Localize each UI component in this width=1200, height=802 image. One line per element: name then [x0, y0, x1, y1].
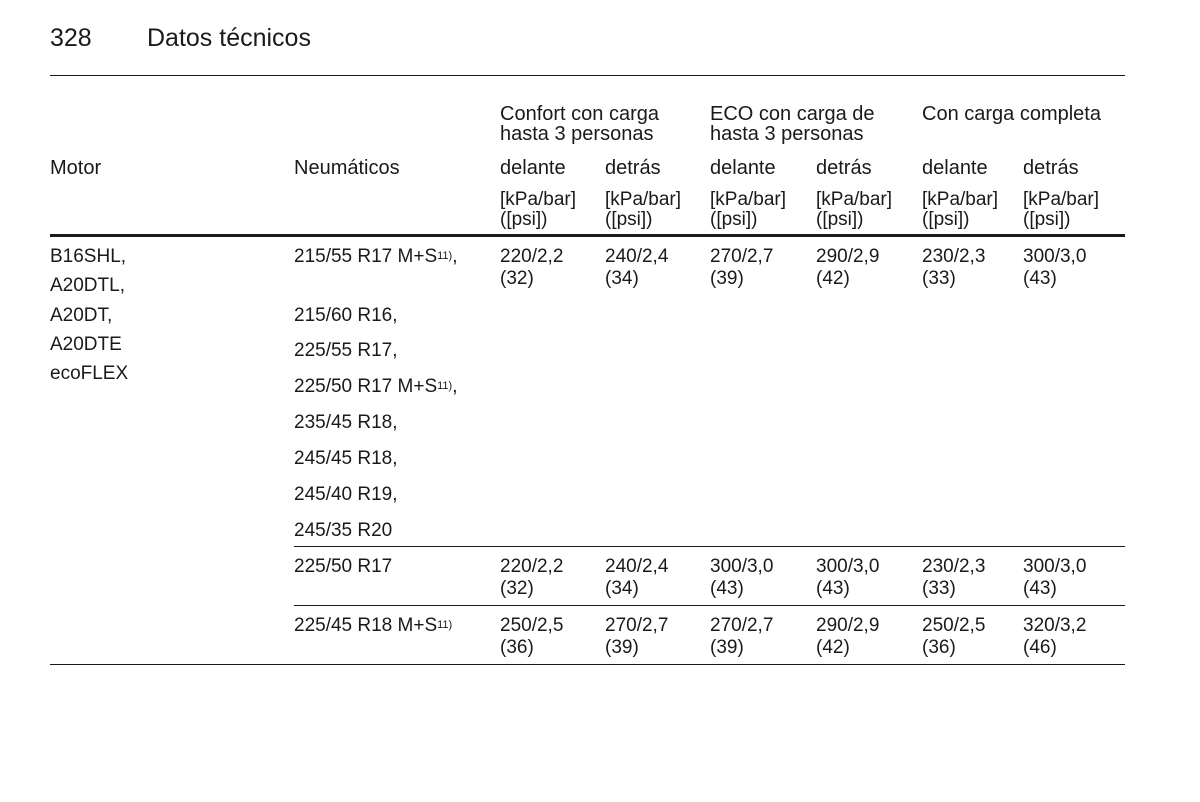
- tyre-size: 245/45 R18,: [294, 448, 398, 469]
- tyre-size: 245/40 R19,: [294, 484, 398, 505]
- pressure-value: 270/2,7 (39): [605, 615, 669, 658]
- row-divider: [294, 605, 1125, 606]
- column-header-front: delante: [922, 157, 988, 179]
- pressure-value: 230/2,3 (33): [922, 246, 986, 289]
- pressure-value: 250/2,5 (36): [500, 615, 564, 658]
- motor-line: A20DT,: [50, 305, 113, 326]
- pressure-value: 300/3,0 (43): [1023, 556, 1087, 599]
- page-title: Datos técnicos: [147, 24, 311, 52]
- column-header-motor: Motor: [50, 157, 102, 179]
- pressure-value: 270/2,7 (39): [710, 615, 774, 658]
- column-header-rear: detrás: [1023, 157, 1079, 179]
- unit-label: [kPa/bar] ([psi]): [1023, 189, 1100, 230]
- group-title-confort: Confort con carga hasta 3 personas: [500, 103, 659, 145]
- pressure-value: 300/3,0 (43): [710, 556, 774, 599]
- group-title-full-load: Con carga completa: [922, 103, 1101, 125]
- pressure-value: 270/2,7 (39): [710, 246, 774, 289]
- motor-line: ecoFLEX: [50, 363, 129, 384]
- unit-label: [kPa/bar] ([psi]): [710, 189, 787, 230]
- motor-line: B16SHL,: [50, 246, 127, 267]
- tyre-size: 235/45 R18,: [294, 412, 398, 433]
- unit-label: [kPa/bar] ([psi]): [500, 189, 577, 230]
- pressure-value: 300/3,0 (43): [1023, 246, 1087, 289]
- table-header-rule: [50, 234, 1125, 237]
- pressure-value: 220/2,2 (32): [500, 556, 564, 599]
- pressure-value: 240/2,4 (34): [605, 246, 669, 289]
- motor-line: A20DTL,: [50, 275, 125, 296]
- column-header-front: delante: [710, 157, 776, 179]
- pressure-value: 220/2,2 (32): [500, 246, 564, 289]
- column-header-rear: detrás: [605, 157, 661, 179]
- row-divider: [294, 546, 1125, 547]
- column-header-front: delante: [500, 157, 566, 179]
- header-rule: [50, 75, 1125, 76]
- unit-label: [kPa/bar] ([psi]): [922, 189, 999, 230]
- tyre-size: 225/45 R18 $M+S^{11)}$: [294, 615, 453, 636]
- group-title-eco: ECO con carga de hasta 3 personas: [710, 103, 875, 145]
- pressure-value: 320/3,2 (46): [1023, 615, 1087, 658]
- tyre-size: 225/50 R17 $M+S^{11)}$,: [294, 376, 458, 397]
- footnote-ref: 11): [437, 619, 453, 631]
- pressure-value: 230/2,3 (33): [922, 556, 986, 599]
- footnote-ref: 11): [437, 250, 453, 262]
- pressure-value: 300/3,0 (43): [816, 556, 880, 599]
- tyre-size: 215/60 R16,: [294, 305, 398, 326]
- pressure-value: 240/2,4 (34): [605, 556, 669, 599]
- pressure-value: 290/2,9 (42): [816, 615, 880, 658]
- tyre-size: 245/35 R20: [294, 520, 393, 541]
- footnote-ref: 11): [437, 380, 453, 392]
- unit-label: [kPa/bar] ([psi]): [605, 189, 682, 230]
- tyre-size: 225/55 R17,: [294, 340, 398, 361]
- column-header-rear: detrás: [816, 157, 872, 179]
- table-bottom-rule: [50, 664, 1125, 665]
- tyre-size: 225/50 R17: [294, 556, 393, 577]
- column-header-tyres: Neumáticos: [294, 157, 400, 179]
- pressure-value: 250/2,5 (36): [922, 615, 986, 658]
- tyre-size: 215/55 R17 $M+S^{11)}$,: [294, 246, 458, 267]
- page-number: 328: [50, 24, 92, 52]
- pressure-value: 290/2,9 (42): [816, 246, 880, 289]
- motor-line: A20DTE: [50, 334, 122, 355]
- unit-label: [kPa/bar] ([psi]): [816, 189, 893, 230]
